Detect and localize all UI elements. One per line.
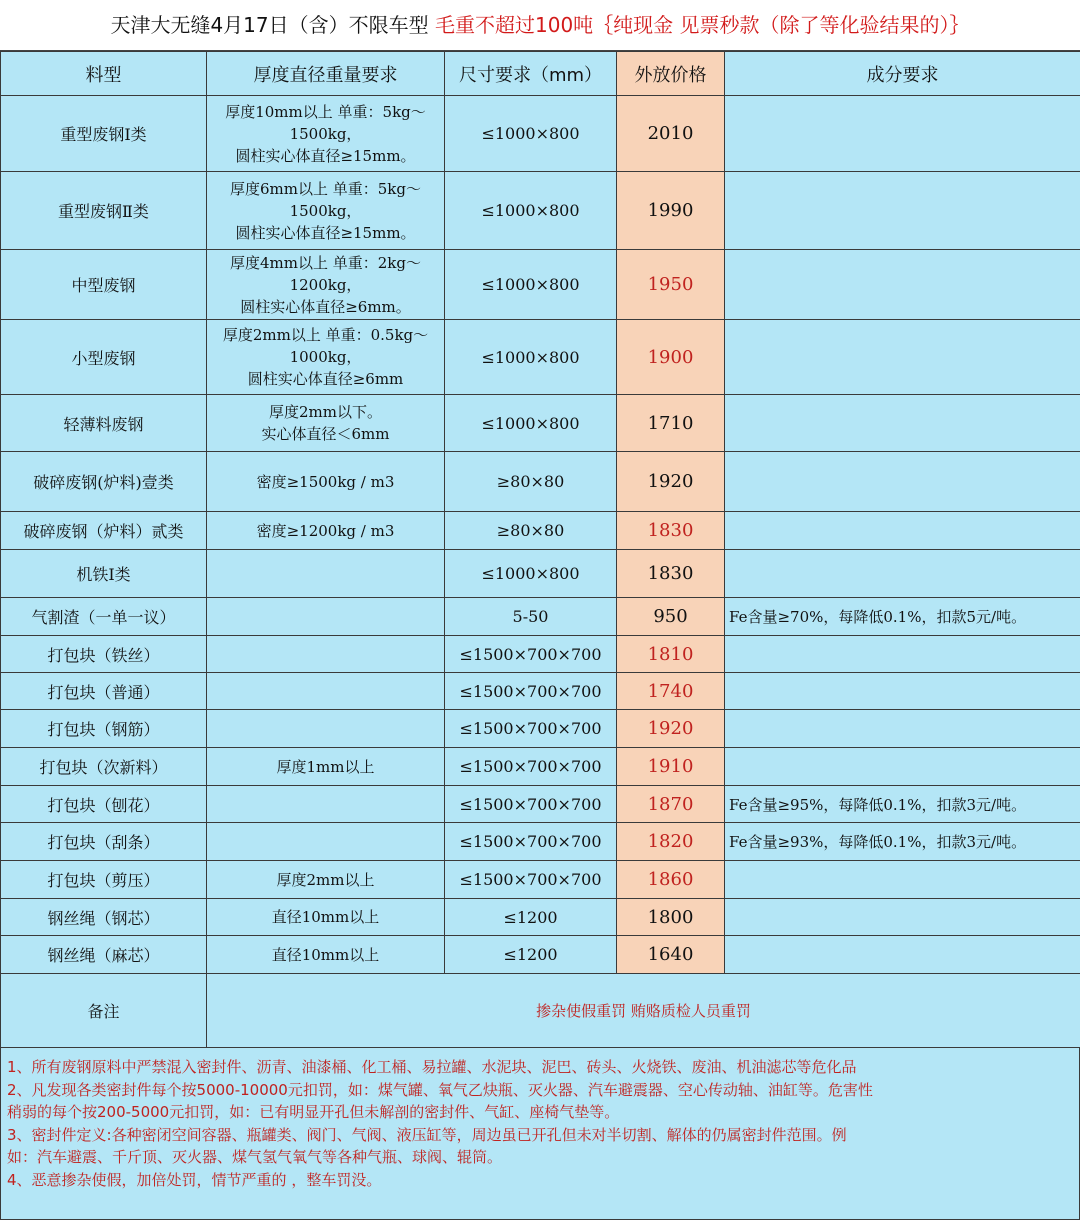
cell-requirement: 直径10mm以上 — [207, 936, 445, 974]
footer-line: 1、所有废钢原料中严禁混入密封件、沥青、油漆桶、化工桶、易拉罐、水泥块、泥巴、砖头、火烧铁、废油、机油滤芯等危化品 — [7, 1056, 1073, 1079]
cell-composition: Fe含量≥70%，每降低0.1%，扣款5元/吨。 — [725, 598, 1080, 636]
cell-composition — [725, 673, 1080, 710]
cell-requirement: 厚度10mm以上 单重：5kg～1500kg， 圆柱实心体直径≥15mm。 — [207, 96, 445, 172]
cell-size: ≤1500×700×700 — [445, 748, 617, 786]
cell-type: 中型废钢 — [1, 250, 207, 320]
cell-size: ≤1200 — [445, 899, 617, 936]
cell-price: 1800 — [617, 899, 725, 936]
cell-type: 打包块（剪压） — [1, 861, 207, 899]
table-row — [1, 673, 1080, 710]
table-row — [1, 320, 1080, 395]
cell-composition — [725, 710, 1080, 748]
cell-price: 1900 — [617, 320, 725, 395]
cell-composition: Fe含量≥93%，每降低0.1%，扣款3元/吨。 — [725, 823, 1080, 861]
cell-type: 打包块（铁丝） — [1, 636, 207, 673]
cell-type: 小型废钢 — [1, 320, 207, 395]
footer-line: 如：汽车避震、千斤顶、灭火器、煤气氢气氧气等各种气瓶、球阀、辊筒。 — [7, 1146, 1073, 1169]
cell-size: ≤1500×700×700 — [445, 673, 617, 710]
cell-composition — [725, 636, 1080, 673]
table-row — [1, 636, 1080, 673]
col-header-price: 外放价格 — [617, 52, 725, 96]
cell-composition — [725, 936, 1080, 974]
col-header-composition: 成分要求 — [725, 52, 1080, 96]
table-row — [1, 710, 1080, 748]
table-row — [1, 550, 1080, 598]
cell-price: 1810 — [617, 636, 725, 673]
cell-price: 1920 — [617, 452, 725, 512]
remarks-text: 掺杂使假重罚 贿赂质检人员重罚 — [207, 974, 1080, 1048]
cell-size: ≥80×80 — [445, 452, 617, 512]
cell-size: ≤1500×700×700 — [445, 786, 617, 823]
table-row — [1, 899, 1080, 936]
cell-requirement: 密度≥1200kg / m3 — [207, 512, 445, 550]
cell-price: 1860 — [617, 861, 725, 899]
table-row — [1, 936, 1080, 974]
cell-size: ≤1500×700×700 — [445, 636, 617, 673]
cell-composition — [725, 320, 1080, 395]
table-row — [1, 250, 1080, 320]
table-row — [1, 96, 1080, 172]
cell-price: 1640 — [617, 936, 725, 974]
cell-size: ≥80×80 — [445, 512, 617, 550]
cell-price: 1870 — [617, 786, 725, 823]
footer-line: 3、密封件定义:各种密闭空间容器、瓶罐类、阀门、气阀、液压缸等，周边虽已开孔但未对半切割、解体的仍属密封件范围。例 — [7, 1124, 1073, 1147]
price-table — [0, 51, 1080, 1048]
cell-type: 打包块（刨花） — [1, 786, 207, 823]
cell-price: 1920 — [617, 710, 725, 748]
cell-size: ≤1000×800 — [445, 96, 617, 172]
cell-size: ≤1000×800 — [445, 320, 617, 395]
cell-type: 机铁I类 — [1, 550, 207, 598]
cell-requirement — [207, 786, 445, 823]
footer-line: 稍弱的每个按200-5000元扣罚，如：已有明显开孔但未解剖的密封件、气缸、座椅气垫等。 — [7, 1101, 1073, 1124]
footer-line: 2、凡发现各类密封件每个按5000-10000元扣罚，如：煤气罐、氧气乙炔瓶、灭火器、汽车避震器、空心传动轴、油缸等。危害性 — [7, 1079, 1073, 1102]
cell-requirement: 厚度2mm以上 单重：0.5kg～1000kg， 圆柱实心体直径≥6mm — [207, 320, 445, 395]
cell-type: 破碎废钢（炉料）贰类 — [1, 512, 207, 550]
remarks-label: 备注 — [1, 974, 207, 1048]
cell-size: ≤1500×700×700 — [445, 710, 617, 748]
cell-composition — [725, 748, 1080, 786]
cell-price: 1830 — [617, 512, 725, 550]
cell-composition — [725, 512, 1080, 550]
cell-requirement — [207, 636, 445, 673]
cell-composition — [725, 861, 1080, 899]
cell-requirement — [207, 673, 445, 710]
cell-composition — [725, 452, 1080, 512]
cell-price: 1740 — [617, 673, 725, 710]
cell-type: 打包块（次新料） — [1, 748, 207, 786]
col-header-requirement: 厚度直径重量要求 — [207, 52, 445, 96]
table-row — [1, 598, 1080, 636]
cell-type: 钢丝绳（麻芯） — [1, 936, 207, 974]
cell-requirement — [207, 598, 445, 636]
cell-price: 1950 — [617, 250, 725, 320]
cell-price: 2010 — [617, 96, 725, 172]
table-row — [1, 748, 1080, 786]
cell-price: 1830 — [617, 550, 725, 598]
cell-composition — [725, 96, 1080, 172]
title-conditions: 毛重不超过100吨｛纯现金 见票秒款（除了等化验结果的）｝ — [435, 13, 970, 37]
table-row — [1, 512, 1080, 550]
table-row — [1, 172, 1080, 250]
col-header-type: 料型 — [1, 52, 207, 96]
cell-requirement — [207, 823, 445, 861]
cell-type: 气割渣（一单一议） — [1, 598, 207, 636]
cell-composition: Fe含量≥95%，每降低0.1%，扣款3元/吨。 — [725, 786, 1080, 823]
cell-size: ≤1000×800 — [445, 172, 617, 250]
header-row — [1, 52, 1080, 96]
cell-size: ≤1000×800 — [445, 550, 617, 598]
table-row — [1, 395, 1080, 452]
cell-size: ≤1500×700×700 — [445, 861, 617, 899]
cell-requirement: 厚度4mm以上 单重：2kg～1200kg， 圆柱实心体直径≥6mm。 — [207, 250, 445, 320]
cell-requirement: 厚度1mm以上 — [207, 748, 445, 786]
cell-composition — [725, 550, 1080, 598]
cell-type: 重型废钢Ⅰ类 — [1, 96, 207, 172]
cell-size: ≤1000×800 — [445, 395, 617, 452]
cell-price: 1990 — [617, 172, 725, 250]
table-row — [1, 452, 1080, 512]
cell-composition — [725, 250, 1080, 320]
cell-price: 1820 — [617, 823, 725, 861]
footer-line: 4、恶意掺杂使假，加倍处罚，情节严重的 ，整车罚没。 — [7, 1169, 1073, 1192]
cell-composition — [725, 899, 1080, 936]
cell-requirement — [207, 550, 445, 598]
cell-type: 打包块（钢筋） — [1, 710, 207, 748]
title-main: 天津大无缝4月17日（含）不限车型 — [110, 13, 428, 37]
cell-requirement: 密度≥1500kg / m3 — [207, 452, 445, 512]
table-row — [1, 823, 1080, 861]
cell-requirement — [207, 710, 445, 748]
cell-type: 破碎废钢(炉料)壹类 — [1, 452, 207, 512]
col-header-size: 尺寸要求（mm） — [445, 52, 617, 96]
cell-price: 1910 — [617, 748, 725, 786]
page-title — [0, 0, 1080, 51]
cell-requirement: 厚度2mm以下。 实心体直径＜6mm — [207, 395, 445, 452]
cell-requirement: 厚度2mm以上 — [207, 861, 445, 899]
cell-price: 1710 — [617, 395, 725, 452]
cell-composition — [725, 172, 1080, 250]
cell-type: 钢丝绳（钢芯） — [1, 899, 207, 936]
table-row — [1, 786, 1080, 823]
cell-price: 950 — [617, 598, 725, 636]
cell-composition — [725, 395, 1080, 452]
cell-type: 轻薄料废钢 — [1, 395, 207, 452]
remarks-row — [1, 974, 1080, 1048]
cell-size: 5-50 — [445, 598, 617, 636]
cell-type: 打包块（普通） — [1, 673, 207, 710]
cell-requirement: 厚度6mm以上 单重：5kg～1500kg， 圆柱实心体直径≥15mm。 — [207, 172, 445, 250]
cell-type: 打包块（刮条） — [1, 823, 207, 861]
cell-size: ≤1500×700×700 — [445, 823, 617, 861]
table-row — [1, 861, 1080, 899]
cell-size: ≤1200 — [445, 936, 617, 974]
cell-size: ≤1000×800 — [445, 250, 617, 320]
cell-requirement: 直径10mm以上 — [207, 899, 445, 936]
cell-type: 重型废钢Ⅱ类 — [1, 172, 207, 250]
footer-notes — [0, 1048, 1080, 1220]
